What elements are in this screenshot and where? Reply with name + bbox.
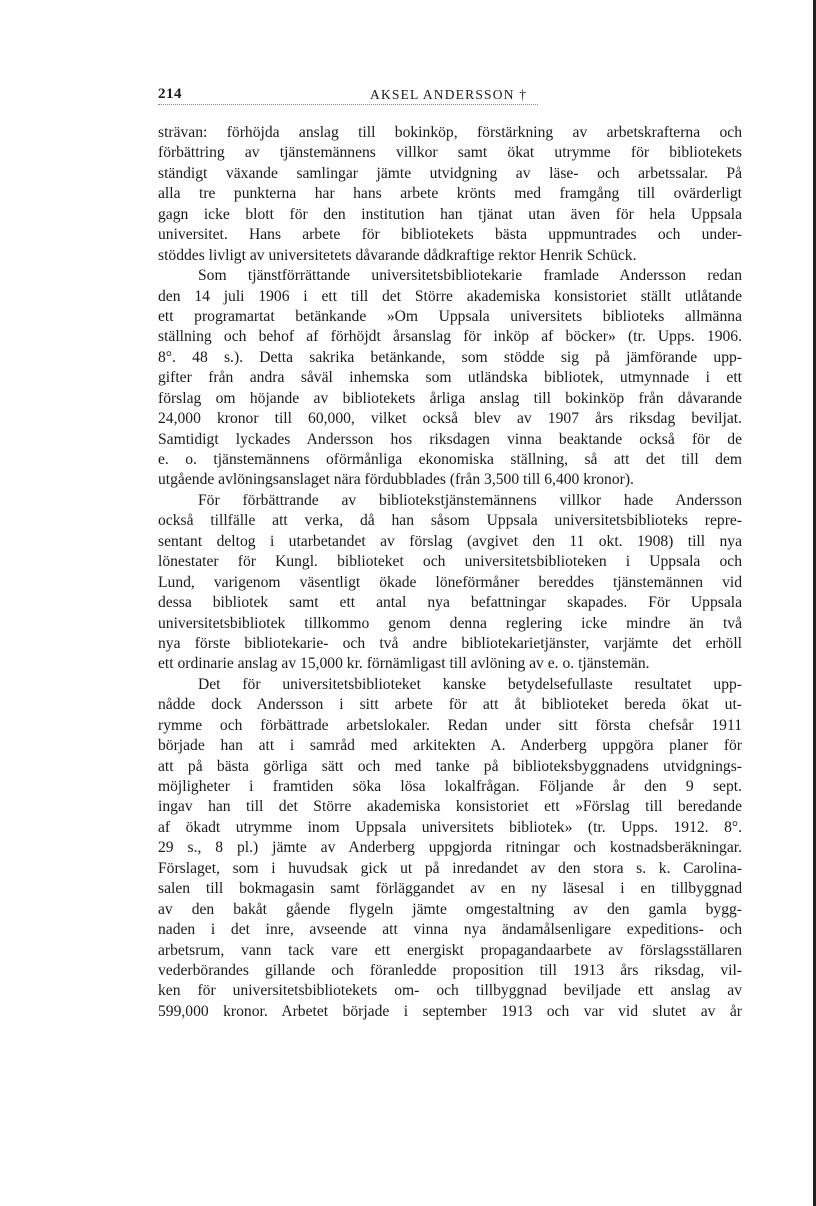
header-rule (158, 104, 538, 105)
text-line: ett programartat betänkande »Om Uppsala universitets biblioteks allmänna (158, 307, 742, 325)
text-line: naden i det inre, avseende att vinna nya ändamålsenligare expeditions- och (158, 921, 742, 939)
text-line: att på bästa görliga sätt och med tanke på biblioteksbyggnadens utvidgnings- (158, 757, 742, 775)
text-line: ställning och behof af förhöjdt årsanslag för inköp af böcker» (tr. Upps. 1906. (158, 328, 742, 346)
text-line: nådde dock Andersson i sitt arbete för att åt biblioteket bereda ökat ut- (158, 696, 742, 714)
text-line: nya förste bibliotekarie- och två andre bibliotekarietjänster, varjämte det erhöll (158, 634, 742, 652)
page-number: 214 (158, 86, 182, 102)
text-line: e. o. tjänstemännens oförmånliga ekonomiska ställning, så att det till dem (158, 451, 742, 468)
text-line: förbättring av tjänstemännens villkor samt ökat utrymme för bibliotekets (158, 144, 742, 162)
text-line: ständigt växande samlingar jämte utvidgning av läse- och arbetssalar. På (158, 164, 742, 182)
text-line: af ökadt utrymme inom Uppsala universitets bibliotek» (tr. Upps. 1912. 8°. (158, 818, 742, 836)
text-line: gagn icke blott för den institution han tjänat utan även för hela Uppsala (158, 205, 742, 223)
text-line: 599,000 kronor. Arbetet började i september 1913 och var vid slutet av år (158, 1002, 742, 1020)
text-line: universitet. Hans arbete för bibliotekets bästa uppmuntrades och under- (158, 226, 742, 244)
text-line: gifter från andra såväl inhemska som utländska bibliotek, utmynnade i ett (158, 369, 742, 387)
text-line: ken för universitetsbibliotekets om- och tillbyggnad beviljade ett anslag av (158, 982, 742, 1000)
text-line: stöddes livligt av universitetets dåvarande dådkraftige rektor Henrik Schück. (158, 246, 637, 264)
text-line: dessa bibliotek samt ett antal nya befattningar skapades. För Uppsala (158, 594, 742, 612)
body-text (158, 123, 742, 1022)
text-line: alla tre punkterna har hans arbete krönts med framgång till ovärderligt (158, 185, 742, 203)
text-line: började han att i samråd med arkitekten A. Anderberg uppgöra planer för (158, 737, 742, 755)
text-line: Lund, varigenom väsentligt ökade löneförmåner bereddes tjänstemännen vid (158, 573, 742, 591)
text-line: Som tjänstförrättande universitetsbibliotekarie framlade Andersson redan (198, 267, 742, 285)
text-line: rymme och förbättrade arbetslokaler. Redan under sitt första chefsår 1911 (158, 716, 742, 734)
text-line: förslag om höjande av bibliotekets årliga anslag till bokinköp från dåvarande (158, 389, 742, 407)
text-line: Det för universitetsbiblioteket kanske betydelsefullaste resultatet upp- (198, 675, 742, 693)
text-line: 24,000 kronor till 60,000, vilket också blev av 1907 års riksdag beviljat. (158, 410, 742, 428)
text-line: 29 s., 8 pl.) jämte av Anderberg uppgjorda ritningar och kostnadsberäkningar. (158, 839, 742, 857)
text-line: utgående avlöningsanslaget nära fördubblades (från 3,500 till 6,400 kronor). (158, 471, 634, 489)
text-line: salen till bokmagasin samt förläggandet av en ny läsesal i en tillbyggnad (158, 880, 742, 898)
text-line: möjligheter i framtiden söka lösa lokalfrågan. Följande år den 9 sept. (158, 778, 742, 795)
page-header (158, 86, 742, 108)
text-line: strävan: förhöjda anslag till bokinköp, förstärkning av arbetskrafterna och (158, 124, 742, 141)
text-line: ett ordinarie anslag av 15,000 kr. förnämligast till avlöning av e. o. tjänstemän. (158, 655, 650, 673)
text-line: 8°. 48 s.). Detta sakrika betänkande, som stödde sig på jämförande upp- (158, 348, 742, 366)
text-line: vederbörandes gillande och föranledde proposition till 1913 års riksdag, vil- (158, 961, 742, 979)
text-line: den 14 juli 1906 i ett till det Större akademiska konsistoriet ställt utlåtande (158, 287, 742, 305)
text-line: sentant deltog i utarbetandet av förslag (avgivet den 11 okt. 1908) till nya (158, 532, 742, 550)
text-line: ingav han till det Större akademiska konsistoriet ett »Förslag till beredande (158, 798, 742, 816)
text-line: Förslaget, som i huvudsak gick ut på inredandet av den stora s. k. Carolina- (158, 859, 742, 877)
text-line: arbetsrum, vann tack vare ett energiskt propagandaarbete av förslagsställaren (158, 941, 742, 959)
text-line: Samtidigt lyckades Andersson hos riksdagen vinna beaktande också för de (158, 430, 742, 448)
text-line: universitetsbibliotek tillkommo genom denna reglering icke mindre än två (158, 614, 742, 632)
text-line: också tillfälle att verka, då han såsom Uppsala universitetsbiblioteks repre- (158, 512, 742, 530)
text-line: För förbättrande av bibliotekstjänstemännens villkor hade Andersson (198, 491, 742, 509)
text-line: lönestater för Kungl. biblioteket och universitetsbiblioteken i Uppsala och (158, 553, 742, 571)
text-line: av den bakåt gående flygeln jämte omgestaltning av den gamla bygg- (158, 900, 742, 918)
running-head: AKSEL ANDERSSON † (370, 87, 528, 102)
